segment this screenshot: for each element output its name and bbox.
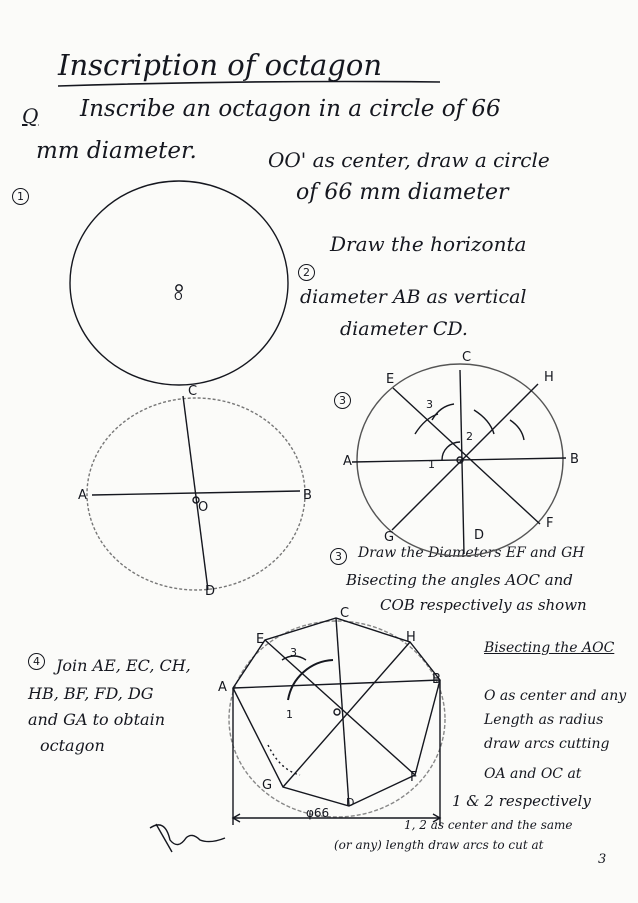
question-marker: Q bbox=[22, 104, 39, 128]
step-1-circle bbox=[70, 181, 288, 385]
step-2-label-b: B bbox=[303, 488, 312, 503]
page-title: Inscription of octagon bbox=[58, 48, 382, 82]
step-4-text-line-4: octagon bbox=[40, 736, 105, 755]
step-4-label-h: H bbox=[406, 630, 416, 645]
bisecting-line-7: (or any) length draw arcs to cut at bbox=[334, 838, 544, 852]
step-3-label-3: 3 bbox=[426, 398, 433, 411]
bisecting-line-3: draw arcs cutting bbox=[484, 736, 610, 752]
step-3-text-line-3: COB respectively as shown bbox=[380, 596, 587, 614]
step-3-number: 3 bbox=[334, 392, 351, 409]
bisecting-line-1: O as center and any bbox=[484, 688, 627, 704]
dimension-label: φ66 bbox=[306, 806, 330, 820]
bisecting-heading: Bisecting the AOC bbox=[484, 640, 615, 656]
step-4-label-3: 3 bbox=[290, 646, 297, 659]
step-1-text-line-2: of 66 mm diameter bbox=[296, 180, 509, 205]
step-4-text-line-3: and GA to obtain bbox=[28, 710, 166, 729]
step-4-label-1: 1 bbox=[286, 708, 293, 721]
step-2-text-line-1: Draw the horizonta bbox=[330, 232, 527, 256]
step-1-center-label: O bbox=[174, 290, 183, 303]
bisecting-line-6: 1, 2 as center and the same bbox=[404, 818, 573, 832]
step-4-text-line-2: HB, BF, FD, DG bbox=[28, 684, 154, 703]
step-4-text-line-1: Join AE, EC, CH, bbox=[56, 656, 191, 675]
bisecting-line-4: OA and OC at bbox=[484, 766, 582, 782]
step-3-label-a: A bbox=[343, 454, 352, 469]
step-3-label-e: E bbox=[386, 372, 395, 387]
step-3-text-line-2: Bisecting the angles AOC and bbox=[346, 571, 573, 589]
question-line-1: Inscribe an octagon in a circle of 66 bbox=[80, 96, 501, 122]
step-3-label-1: 1 bbox=[428, 458, 435, 471]
step-3-label-g: G bbox=[384, 530, 395, 545]
step-3-number-lower: 3 bbox=[330, 548, 347, 565]
step-2-label-d: D bbox=[205, 584, 216, 599]
step-1-text-line-1: OO' as center, draw a circle bbox=[268, 148, 550, 172]
step-3-label-2: 2 bbox=[466, 430, 473, 443]
bisecting-line-5: 1 & 2 respectively bbox=[452, 792, 591, 810]
step-2-label-c: C bbox=[188, 384, 198, 399]
step-4-label-a: A bbox=[218, 680, 227, 695]
step-3-label-f: F bbox=[546, 516, 554, 531]
step-3-label-b: B bbox=[570, 452, 579, 467]
step-4-label-c: C bbox=[340, 606, 350, 621]
step-2-label-o: O bbox=[198, 500, 209, 515]
step-2-number: 2 bbox=[298, 264, 315, 281]
step-3-text-line-1: Draw the Diameters EF and GH bbox=[358, 545, 585, 561]
step-4-number: 4 bbox=[28, 653, 45, 670]
step-2-label-a: A bbox=[78, 488, 87, 503]
step-1-number: 1 bbox=[12, 188, 29, 205]
step-4-label-d: D bbox=[346, 796, 355, 809]
step-2-text-line-2: diameter AB as vertical bbox=[300, 286, 527, 308]
step-4-label-e: E bbox=[256, 632, 265, 647]
step-4-label-f: F bbox=[410, 770, 418, 785]
question-line-2: mm diameter. bbox=[36, 138, 197, 164]
bisecting-line-8: 3 bbox=[598, 852, 607, 867]
step-3-label-c: C bbox=[462, 350, 472, 365]
step-3-label-h: H bbox=[544, 370, 554, 385]
step-4-label-g: G bbox=[262, 778, 273, 793]
step-3-label-d: D bbox=[474, 528, 485, 543]
bisecting-line-2: Length as radius bbox=[484, 712, 604, 728]
step-4-label-b: B bbox=[432, 672, 441, 687]
step-2-text-line-3: diameter CD. bbox=[340, 318, 468, 340]
